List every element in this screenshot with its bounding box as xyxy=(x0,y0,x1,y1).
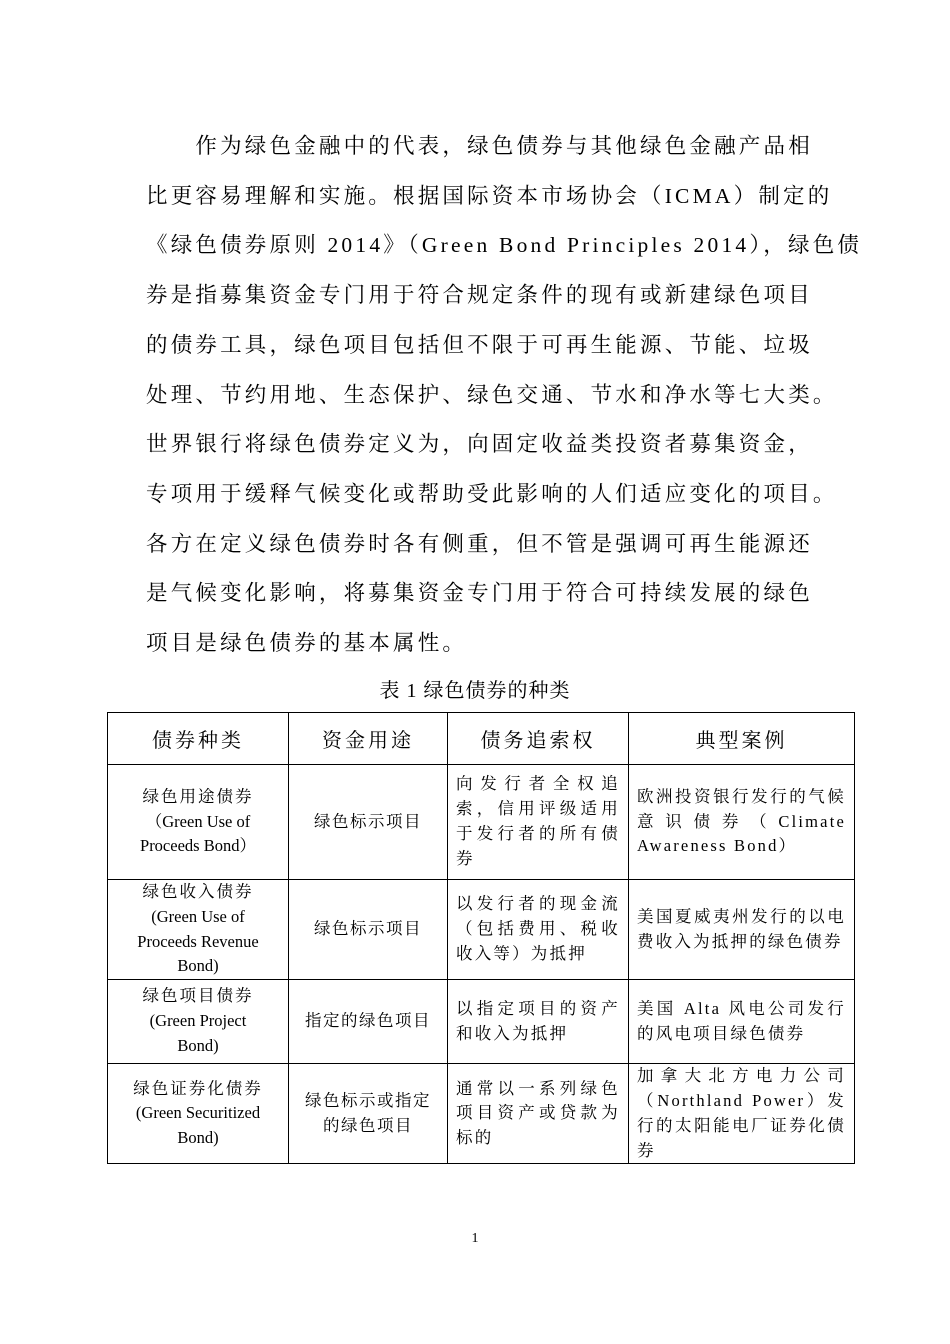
fund-use-cell: 指定的绿色项目 xyxy=(289,980,448,1064)
page-number: 1 xyxy=(471,1231,479,1246)
paragraph-line: 的债券工具，绿色项目包括但不限于可再生能源、节能、垃圾 xyxy=(146,332,813,357)
recourse-cell: 以指定项目的资产和收入为抵押 xyxy=(448,980,629,1064)
bond-type-cn: 绿色收入债券 xyxy=(142,882,254,901)
body-paragraph xyxy=(146,122,863,669)
table-header-row xyxy=(108,713,855,765)
paragraph-line: 比更容易理解和实施。根据国际资本市场协会（ICMA）制定的 xyxy=(146,183,833,208)
paragraph-line: 各方在定义绿色债券时各有侧重，但不管是强调可再生能源还 xyxy=(146,531,813,556)
green-bond-types-table xyxy=(107,712,855,1164)
header-recourse: 债务追索权 xyxy=(448,713,629,765)
bond-type-cell xyxy=(108,980,289,1064)
header-example: 典型案例 xyxy=(629,713,855,765)
header-fund-use: 资金用途 xyxy=(289,713,448,765)
paragraph-line: 《绿色债券原则 2014》（Green Bond Principles 2014），绿色债 xyxy=(146,233,863,258)
bond-type-cell xyxy=(108,765,289,880)
bond-type-cell xyxy=(108,880,289,980)
example-cell: 美国夏威夷州发行的以电费收入为抵押的绿色债券 xyxy=(629,880,855,980)
table-row xyxy=(108,1064,855,1164)
paragraph-line: 券是指募集资金专门用于符合规定条件的现有或新建绿色项目 xyxy=(146,283,813,308)
paragraph-line: 世界银行将绿色债券定义为，向固定收益类投资者募集资金， xyxy=(146,432,813,457)
bond-type-cn: 绿色用途债券 xyxy=(142,786,254,806)
bond-type-cn: 绿色项目债券 xyxy=(142,986,254,1006)
paragraph-line: 专项用于缓释气候变化或帮助受此影响的人们适应变化的项目。 xyxy=(146,481,838,506)
fund-use-cell: 绿色标示项目 xyxy=(289,880,448,980)
paragraph-line: 是气候变化影响，将募集资金专门用于符合可持续发展的绿色 xyxy=(146,581,813,606)
table-row xyxy=(108,765,855,880)
bond-type-en: (Green Project Bond) xyxy=(149,1011,247,1056)
paragraph-line: 作为绿色金融中的代表，绿色债券与其他绿色金融产品相 xyxy=(146,134,813,158)
paragraph-line: 项目是绿色债券的基本属性。 xyxy=(146,631,468,656)
table-caption: 表 1 绿色债券的种类 xyxy=(379,680,571,702)
fund-use-cell: 绿色标示项目 xyxy=(289,765,448,880)
bond-type-en: (Green Use of Proceeds Revenue Bond) xyxy=(137,906,259,976)
fund-use-cell: 绿色标示或指定的绿色项目 xyxy=(289,1064,448,1164)
bond-type-cell xyxy=(108,1064,289,1164)
bond-type-en: （Green Use of Proceeds Bond） xyxy=(140,811,256,856)
recourse-cell: 向发行者全权追索，信用评级适用于发行者的所有债券 xyxy=(448,765,629,880)
example-cell: 美国 Alta 风电公司发行的风电项目绿色债券 xyxy=(629,980,855,1064)
header-bond-type: 债券种类 xyxy=(108,713,289,765)
example-cell: 加拿大北方电力公司（Northland Power）发行的太阳能电厂证券化债券 xyxy=(629,1064,855,1164)
example-cell: 欧洲投资银行发行的气候意识债券（Climate Awareness Bond） xyxy=(629,765,855,880)
bond-type-en: (Green Securitized Bond) xyxy=(135,1103,261,1148)
table-row xyxy=(108,880,855,980)
recourse-cell: 通常以一系列绿色项目资产或贷款为标的 xyxy=(448,1064,629,1164)
recourse-cell: 以发行者的现金流（包括费用、税收收入等）为抵押 xyxy=(448,880,629,980)
table-row xyxy=(108,980,855,1064)
bond-type-cn: 绿色证券化债券 xyxy=(133,1078,263,1098)
paragraph-line: 处理、节约用地、生态保护、绿色交通、节水和净水等七大类。 xyxy=(146,382,838,407)
